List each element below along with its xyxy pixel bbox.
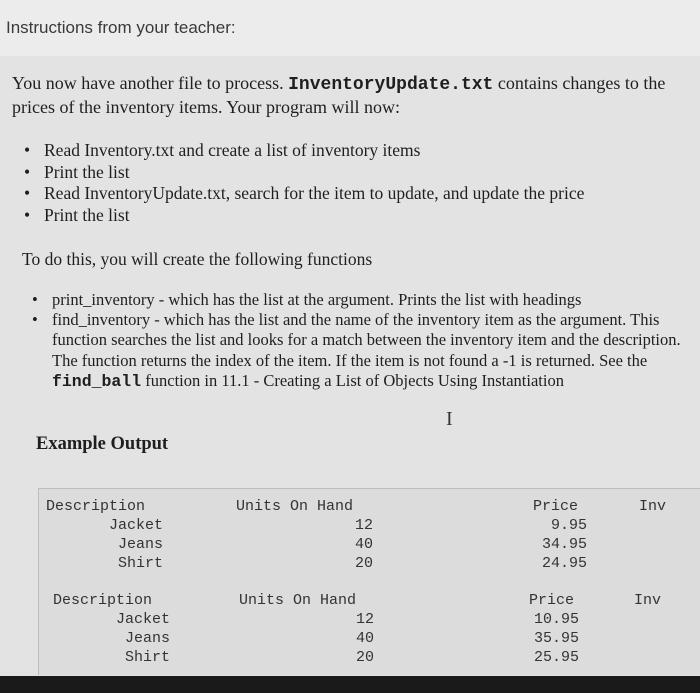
function-code-find-ball: find_ball (52, 371, 142, 391)
step-item: • Print the list (22, 162, 584, 184)
cell-units: 12 (355, 611, 374, 628)
cell-price: 35.95 (533, 630, 579, 647)
cell-description: Jacket (108, 517, 163, 534)
function-item-print-inventory: • print_inventory - which has the list at the argument. Prints the list with headings (32, 290, 684, 310)
example-output-title: Example Output (36, 434, 169, 454)
cell-price: 34.95 (541, 536, 587, 553)
step-item: • Read Inventory.txt and create a list of inventory items (22, 140, 584, 162)
header-inv: Inv (639, 498, 667, 515)
header-title: Instructions from your teacher: (6, 18, 236, 37)
cell-price: 9.95 (550, 517, 587, 534)
header-description: Description (46, 498, 146, 515)
steps-list (22, 140, 584, 226)
cell-units: 40 (355, 630, 374, 647)
functions-intro: To do this, you will create the following functions (22, 249, 373, 269)
cell-description: Jeans (117, 536, 163, 553)
header-units: Units On Hand (236, 498, 354, 515)
cell-price: 25.95 (533, 649, 579, 666)
cell-description: Jeans (124, 630, 170, 647)
function-item-find-inventory (32, 310, 684, 392)
cell-price: 10.95 (533, 611, 579, 628)
instructions-header (0, 0, 700, 56)
function-desc-1: find_inventory - which has the list and the name of the inventory item as the argument. This function searches the list and looks for a match between the inventory item and the description. The function returns the index of the item. If the item is not found a -1 is returned. See the (52, 310, 681, 370)
text-cursor-icon: I (446, 408, 453, 430)
cell-units: 20 (354, 555, 373, 572)
header-inv: Inv (634, 592, 662, 609)
header-price: Price (533, 498, 579, 515)
header-price: Price (529, 592, 575, 609)
cell-units: 12 (354, 517, 373, 534)
instructions-content (0, 56, 700, 676)
intro-text-1: You now have another file to process. (12, 73, 289, 93)
step-item: • Print the list (22, 205, 584, 227)
intro-paragraph (12, 72, 692, 118)
cell-price: 24.95 (541, 555, 587, 572)
example-output-box (38, 488, 700, 675)
cell-description: Shirt (117, 555, 163, 572)
header-units: Units On Hand (239, 592, 357, 609)
intro-filename: InventoryUpdate.txt (288, 75, 494, 95)
cell-units: 40 (354, 536, 373, 553)
cell-units: 20 (355, 649, 374, 666)
intro-text-2: contains changes to the prices of the inventory items. Your program will now: (12, 73, 666, 117)
functions-list (32, 290, 684, 392)
header-description: Description (53, 592, 153, 609)
bottom-edge-bar (0, 676, 700, 693)
cell-description: Jacket (115, 611, 170, 628)
function-desc-2: function in 11.1 - Creating a List of Objects Using Instantiation (141, 370, 564, 390)
cell-description: Shirt (124, 649, 170, 666)
step-item: • Read InventoryUpdate.txt, search for the item to update, and update the price (22, 183, 584, 205)
